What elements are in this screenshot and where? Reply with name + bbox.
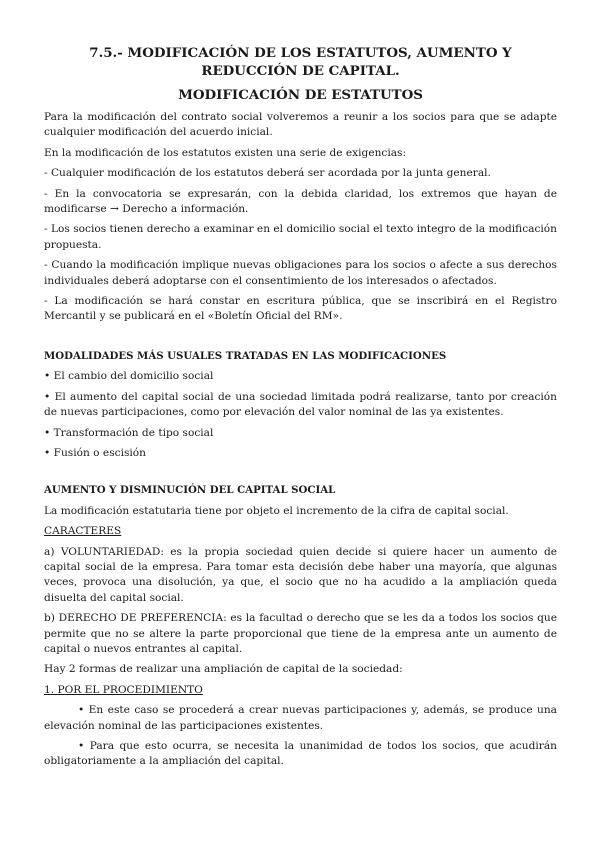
requirement-item: - Cualquier modificación de los estatutos deberá ser acordada por la junta general. [44, 167, 491, 180]
bullet-item: • El cambio del domicilio social [44, 370, 214, 383]
heading-modalidades: MODALIDADES MÁS USUALES TRATADAS EN LAS MODIFICACIONES [44, 349, 447, 362]
heading-capital: AUMENTO Y DISMINUCIÓN DEL CAPITAL SOCIAL [44, 484, 336, 497]
bullet-item: • Transformación de tipo social [44, 426, 214, 439]
procedimiento-label: 1. POR EL PROCEDIMIENTO [44, 683, 203, 696]
requirement-item: - En la convocatoria se expresarán, con la debida claridad, los extremos que hayan de modificarse → Derecho a información. [44, 187, 557, 216]
requirement-item: - Cuando la modificación implique nuevas obligaciones para los socios o afecte a sus derechos individuales deberá adoptarse con el consentimiento de los interesados o afectados. [44, 259, 557, 287]
paragraph-capital-intro: La modificación estatutaria tiene por objeto el incremento de la cifra de capital social. [44, 504, 509, 517]
caracter-item: b) DERECHO DE PREFERENCIA: es la facultad o derecho que se les da a todos los socios que permite que no se altere la parte proporcional que tiene de la empresa ante un aumento de capital o nuevos entrantes al capital. [44, 612, 557, 655]
document-title: 7.5.- MODIFICACIÓN DE LOS ESTATUTOS, AUMENTO Y REDUCCIÓN DE CAPITAL. [89, 45, 512, 79]
document-page [44, 44, 557, 775]
requirement-item: - Los socios tienen derecho a examinar en el domicilio social el texto integro de la modificación propuesta. [44, 223, 557, 251]
procedimiento-item: • En este caso se procederá a crear nuevas participaciones y, además, se produce una elevación nominal de las participaciones existentes. [44, 704, 557, 732]
bullet-item: • Fusión o escisión [44, 446, 146, 459]
paragraph-formas: Hay 2 formas de realizar una ampliación de capital de la sociedad: [44, 663, 403, 676]
paragraph-intro: Para la modificación del contrato social volveremos a reunir a los socios para que se adapte cualquier modificación del acuerdo inicial. [44, 111, 557, 139]
paragraph-exigencias: En la modificación de los estatutos existen una serie de exigencias: [44, 146, 407, 159]
section-title-modificacion: MODIFICACIÓN DE ESTATUTOS [178, 87, 423, 103]
caracter-item: a) VOLUNTARIEDAD: es la propia sociedad quien decide si quiere hacer un aumento de capital social de la empresa. Para tomar esta decisión debe haber una mayoría, que algunas veces, provoca una disolución, ya que, el socio que no ha acudido a la ampliación queda disuelta del capital social. [44, 545, 557, 604]
requirement-item: - La modificación se hará constar en escritura pública, que se inscribirá en el Registro Mercantil y se publicará en el «Boletín Oficial del RM». [44, 295, 557, 323]
procedimiento-item: • Para que esto ocurra, se necesita la unanimidad de todos los socios, que acudirán obligatoriamente a la ampliación del capital. [44, 740, 557, 768]
caracteres-label: CARACTERES [44, 525, 122, 538]
bullet-item: • El aumento del capital social de una sociedad limitada podrá realizarse, tanto por creación de nuevas participaciones, como por elevación del valor nominal de las ya existentes. [44, 390, 557, 419]
